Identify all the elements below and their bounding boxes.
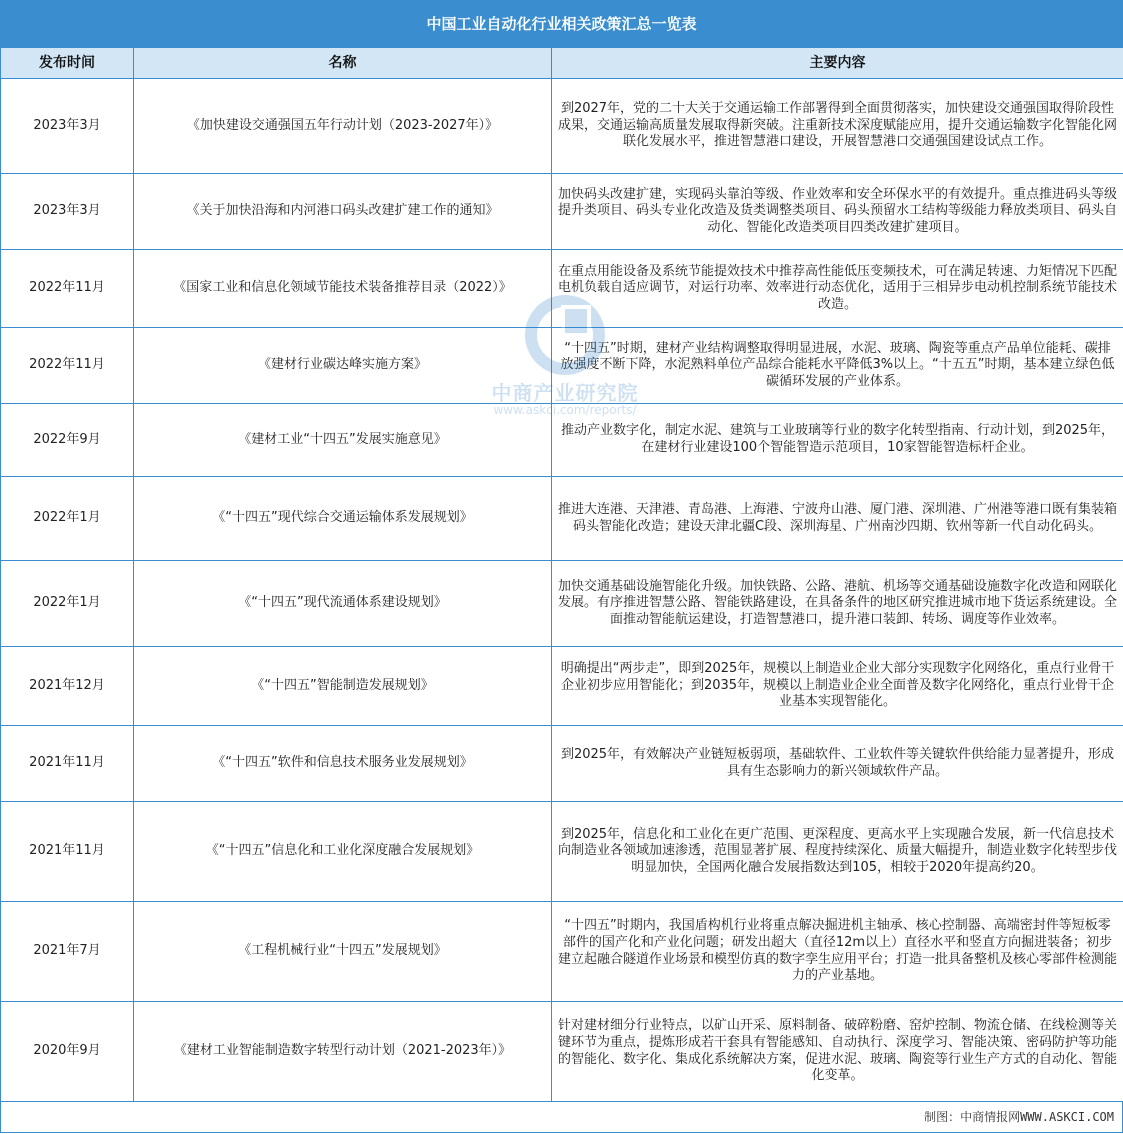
row-content: 到2025年，信息化和工业化在更广范围、更深程度、更高水平上实现融合发展，新一代信息技术向制造业各领域加速渗透，范围显著扩展、程度持续深化、质量大幅提升，制造业数字化转型步伐明显加快，全国两化融合发展指数达到105，相较于2020年提高约20。 bbox=[552, 802, 1123, 902]
header-name: 名称 bbox=[134, 48, 552, 79]
table-row bbox=[1, 477, 1123, 561]
row-date: 2021年7月 bbox=[1, 902, 134, 1002]
row-date: 2020年9月 bbox=[1, 1002, 134, 1102]
watermark-url: www.askci.com/reports/ bbox=[493, 403, 637, 417]
row-name: 《“十四五”软件和信息技术服务业发展规划》 bbox=[134, 726, 552, 802]
row-date: 2023年3月 bbox=[1, 79, 134, 174]
row-name: 《“十四五”信息化和工业化深度融合发展规划》 bbox=[134, 802, 552, 902]
page-title: 中国工业自动化行业相关政策汇总一览表 bbox=[0, 0, 1123, 47]
row-name: 《建材工业智能制造数字转型行动计划（2021-2023年）》 bbox=[134, 1002, 552, 1102]
row-name: 《“十四五”现代综合交通运输体系发展规划》 bbox=[134, 477, 552, 561]
row-content: 加快交通基础设施智能化升级。加快铁路、公路、港航、机场等交通基础设施数字化改造和网联化发展。有序推进智慧公路、智能铁路建设，在具备条件的地区研究推进城市地下货运系统建设。全面推动智能航运建设，打造智慧港口，提升港口装卸、转场、调度等作业效率。 bbox=[552, 561, 1123, 647]
row-name: 《“十四五”现代流通体系建设规划》 bbox=[134, 561, 552, 647]
row-date: 2022年11月 bbox=[1, 328, 134, 404]
watermark-name: 中商产业研究院 bbox=[491, 381, 639, 405]
row-content: 加快码头改建扩建，实现码头靠泊等级、作业效率和安全环保水平的有效提升。重点推进码头等级提升类项目、码头专业化改造及货类调整类项目、码头预留水工结构等级能力释放类项目、码头自动化、智能化改造类项目四类改建扩建项目。 bbox=[552, 174, 1123, 250]
row-name: 《关于加快沿海和内河港口码头改建扩建工作的通知》 bbox=[134, 174, 552, 250]
row-date: 2021年11月 bbox=[1, 726, 134, 802]
row-date: 2022年11月 bbox=[1, 250, 134, 328]
row-content: 到2025年，有效解决产业链短板弱项，基础软件、工业软件等关键软件供给能力显著提升，形成具有生态影响力的新兴领域软件产品。 bbox=[552, 726, 1123, 802]
policy-table bbox=[0, 47, 1123, 1102]
row-date: 2022年1月 bbox=[1, 477, 134, 561]
table-row bbox=[1, 79, 1123, 174]
table-row bbox=[1, 802, 1123, 902]
row-content: “十四五”时期，建材产业结构调整取得明显进展，水泥、玻璃、陶瓷等重点产品单位能耗、碳排放强度不断下降，水泥熟料单位产品综合能耗水平降低3%以上。“十五五”时期，基本建立绿色低碳循环发展的产业体系。 bbox=[552, 328, 1123, 404]
table-row bbox=[1, 726, 1123, 802]
row-content: 推进大连港、天津港、青岛港、上海港、宁波舟山港、厦门港、深圳港、广州港等港口既有集装箱码头智能化改造；建设天津北疆C段、深圳海星、广州南沙四期、钦州等新一代自动化码头。 bbox=[552, 477, 1123, 561]
table-row bbox=[1, 1002, 1123, 1102]
row-content: 推动产业数字化，制定水泥、建筑与工业玻璃等行业的数字化转型指南、行动计划，到2025年，在建材行业建设100个智能智造示范项目，10家智能智造标杆企业。 bbox=[552, 404, 1123, 477]
row-name: 《建材行业碳达峰实施方案》 bbox=[134, 328, 552, 404]
source-credit: 制图：中商情报网WWW.ASKCI.COM bbox=[924, 1110, 1114, 1124]
footer-row bbox=[0, 1102, 1123, 1133]
table-row bbox=[1, 250, 1123, 328]
row-name: 《“十四五”智能制造发展规划》 bbox=[134, 647, 552, 726]
row-name: 《国家工业和信息化领域节能技术装备推荐目录（2022）》 bbox=[134, 250, 552, 328]
table-row bbox=[1, 174, 1123, 250]
header-content: 主要内容 bbox=[552, 48, 1123, 79]
row-date: 2021年11月 bbox=[1, 802, 134, 902]
row-name: 《工程机械行业“十四五”发展规划》 bbox=[134, 902, 552, 1002]
table-row bbox=[1, 404, 1123, 477]
row-name: 《建材工业“十四五”发展实施意见》 bbox=[134, 404, 552, 477]
row-date: 2021年12月 bbox=[1, 647, 134, 726]
row-content: “十四五”时期内，我国盾构机行业将重点解决掘进机主轴承、核心控制器、高端密封件等短板零部件的国产化和产业化问题；研发出超大（直径12m以上）直径水平和竖直方向掘进装备；初步建立起融合隧道作业场景和模型仿真的数字孪生应用平台；打造一批具备整机及核心零部件检测能力的产业基地。 bbox=[552, 902, 1123, 1002]
row-date: 2022年1月 bbox=[1, 561, 134, 647]
table-row bbox=[1, 647, 1123, 726]
table-row bbox=[1, 902, 1123, 1002]
table-header-row bbox=[1, 48, 1123, 79]
row-date: 2023年3月 bbox=[1, 174, 134, 250]
row-content: 明确提出“两步走”，即到2025年，规模以上制造业企业大部分实现数字化网络化，重点行业骨干企业初步应用智能化；到2035年，规模以上制造业企业全面普及数字化网络化，重点行业骨干企业基本实现智能化。 bbox=[552, 647, 1123, 726]
table-row bbox=[1, 328, 1123, 404]
table-row bbox=[1, 561, 1123, 647]
header-date: 发布时间 bbox=[1, 48, 134, 79]
row-content: 到2027年，党的二十大关于交通运输工作部署得到全面贯彻落实，加快建设交通强国取得阶段性成果，交通运输高质量发展取得新突破。注重新技术深度赋能应用，提升交通运输数字化智能化网联化发展水平，推进智慧港口建设，开展智慧港口交通强国建设试点工作。 bbox=[552, 79, 1123, 174]
row-date: 2022年9月 bbox=[1, 404, 134, 477]
row-content: 在重点用能设备及系统节能提效技术中推荐高性能低压变频技术，可在满足转速、力矩情况下匹配电机负载自适应调节，对运行功率、效率进行动态优化，适用于三相异步电动机控制系统节能技术改造。 bbox=[552, 250, 1123, 328]
row-content: 针对建材细分行业特点，以矿山开采、原料制备、破碎粉磨、窑炉控制、物流仓储、在线检测等关键环节为重点，提炼形成若干套具有智能感知、自动执行、深度学习、智能决策、密码防护等功能的智能化、数字化、集成化系统解决方案，促进水泥、玻璃、陶瓷等行业生产方式的自动化、智能化变革。 bbox=[552, 1002, 1123, 1102]
row-name: 《加快建设交通强国五年行动计划（2023-2027年）》 bbox=[134, 79, 552, 174]
